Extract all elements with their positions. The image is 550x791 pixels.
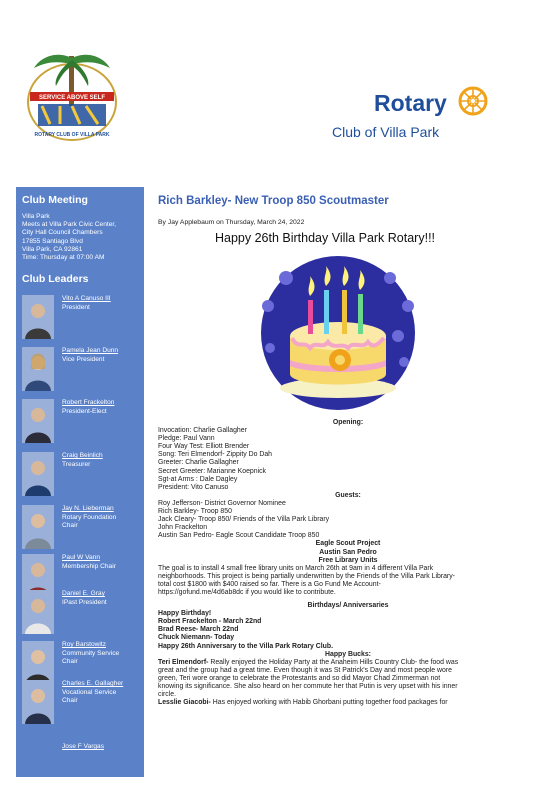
opening-line: Sgt-at Arms : Dale Dagley (158, 475, 238, 483)
opening-line: Greeter: Charlie Gallagher (158, 459, 239, 467)
birthday-line: Robert Frackelton - March 22nd (158, 618, 262, 626)
eagle-name: Austin San Pedro (319, 548, 377, 556)
rotary-wheel-icon (458, 86, 488, 116)
rotary-wordmark: Rotary (374, 90, 447, 116)
club-name: Club of Villa Park (332, 124, 440, 140)
opening-heading: Opening: (332, 419, 364, 426)
guests-heading: Guests: (335, 491, 361, 499)
opening-line: Four Way Test: Elliott Brender (158, 443, 250, 451)
meeting-info (22, 213, 116, 262)
eagle-heading: Eagle Scout Project (315, 540, 381, 548)
birthday-banner: Happy 26th Birthday Villa Park Rotary!!! (215, 231, 436, 245)
leader-role: IPast President (62, 599, 107, 606)
happy-bucks-heading: Happy Bucks: (325, 650, 371, 658)
meeting-line: Time: Thursday at 07:00 AM (22, 254, 105, 262)
bucks-text: Has enjoyed working with Habib Ghorbani putting together food packages for (210, 699, 448, 707)
leader-role: Vice President (62, 356, 105, 363)
bucks-text: knowing its significance. She also heard on her commute her that Putin is very upset with his inner (158, 683, 458, 690)
guest-line: Roy Jefferson- District Governor Nominee (158, 499, 286, 507)
bucks-text: Really enjoyed the Holiday Party at the Anaheim Hills Country Club- the food was (208, 658, 459, 666)
birthday-line: Chuck Niemann- Today (158, 634, 235, 642)
bucks-member-name: Teri Elmendorf- (158, 658, 209, 666)
leader-card (22, 590, 142, 638)
leader-name-link[interactable]: Daniel E. Gray (62, 590, 105, 597)
bucks-text: great and the group had a great time. Even though it was St Patrick's Day and most people wore (158, 666, 452, 674)
guest-line: Austin San Pedro- Eagle Scout Candidate Troop 850 (158, 532, 320, 540)
leader-name-link[interactable]: Robert Frackelton (62, 399, 115, 406)
birthday-line: Happy Birthday! (158, 610, 212, 618)
club-leaders-heading: Club Leaders (22, 273, 89, 285)
leader-photo (22, 295, 54, 339)
leader-name-link[interactable]: Paul W Vann (62, 554, 100, 561)
leader-role: Rotary Foundation Chair (62, 514, 117, 530)
leader-role: Treasurer (62, 461, 91, 468)
guest-line: Jack Cleary- Troop 850/ Friends of the Villa Park Library (158, 516, 330, 524)
meeting-line: City Hall Council Chambers (22, 229, 103, 237)
leader-role: President (62, 304, 90, 311)
logo-top-text: SERVICE ABOVE SELF (38, 95, 106, 101)
eagle-sub: Free Library Units (318, 556, 378, 564)
leader-role: Membership Chair (62, 563, 116, 570)
article-byline: By Jay Applebaum on Thursday, March 24, 2022 (158, 219, 305, 226)
leader-name-link[interactable]: Pamela Jean Dunn (62, 347, 119, 354)
leader-photo (22, 641, 54, 685)
leader-name-link[interactable]: Roy Barstowitz (62, 641, 106, 648)
leader-role: President-Elect (62, 408, 107, 415)
birthday-line: Brad Reese- March 22nd (158, 626, 239, 634)
leader-card (22, 399, 142, 447)
opening-line: Pledge: Paul Vann (158, 435, 215, 443)
opening-line: Song: Teri Elmendorf- Zippity Do Dah (158, 451, 273, 459)
guest-line: Rich Barkley- Troop 850 (158, 508, 232, 516)
birthday-cake-illustration (258, 256, 418, 410)
logo-bottom-text: ROTARY CLUB OF VILLA PARK (34, 132, 110, 138)
leader-card (22, 347, 142, 395)
bucks-member-name: Lesslie Giacobi- (158, 699, 211, 707)
opening-line: President: Vito Canuso (158, 483, 229, 491)
birthdays-heading: Birthdays/ Anniversaries (307, 602, 389, 610)
leader-photo (22, 347, 54, 391)
eagle-text: The goal is to install 4 small free library units on March 26th at 9am in 4 different Villa Park (158, 564, 434, 572)
leader-photo (22, 680, 54, 724)
leader-name-link[interactable]: Craig Beinlich (62, 452, 103, 459)
bucks-text: green, Teri wore orange to celebrate the Protestants and so did Mayor Chad Zimmerman not (158, 674, 441, 682)
leader-card (22, 295, 142, 343)
bucks-text: circle. (158, 691, 176, 699)
leader-photo (22, 590, 54, 634)
eagle-text: neighborhoods. This project is being partially underwritten by the Friends of the Villa Park Library- (158, 572, 455, 580)
eagle-text: https://gofund.me/4d6ab8dc if you would like to contribute. (158, 588, 336, 596)
opening-line: Invocation: Charlie Gallagher (158, 427, 247, 435)
leader-name-link[interactable]: Charles E. Gallagher (62, 680, 124, 687)
meeting-line: Villa Park, CA 92861 (22, 245, 83, 253)
leader-role: Community Service Chair (62, 650, 120, 666)
meeting-line: 17855 Santiago Blvd (22, 237, 83, 245)
leader-name-link[interactable]: Jay N. Lieberman (62, 505, 114, 512)
leader-card (22, 743, 142, 791)
opening-line: Secret Greeter: Marianne Koepnick (158, 467, 267, 475)
birthday-line: Happy 26th Anniversary to the Villa Park Rotary Club. (158, 642, 333, 650)
leader-card (22, 452, 142, 500)
club-meeting-heading: Club Meeting (22, 194, 88, 206)
meeting-line: Villa Park (22, 213, 50, 220)
leader-name-link[interactable]: Jose F Vargas (62, 743, 105, 750)
leader-photo (22, 505, 54, 549)
article-title: Rich Barkley- New Troop 850 Scoutmaster (158, 195, 389, 207)
leader-name-link[interactable]: Vito A Canuso III (62, 295, 111, 302)
article-body (158, 419, 538, 707)
rotary-brand (330, 82, 490, 152)
leader-card (22, 505, 142, 553)
meeting-line: Meets at Villa Park Civic Center, (22, 221, 117, 229)
eagle-text: total cost $1800 with $400 raised so far. There is a Go Fund Me Account- (158, 580, 381, 588)
guest-line: John Frackelton (158, 524, 208, 532)
leader-photo (22, 452, 54, 496)
leader-photo (22, 399, 54, 443)
leader-role: Vocational Service Chair (62, 689, 117, 705)
leader-card (22, 680, 142, 728)
club-logo (20, 42, 124, 146)
sidebar (16, 187, 144, 777)
